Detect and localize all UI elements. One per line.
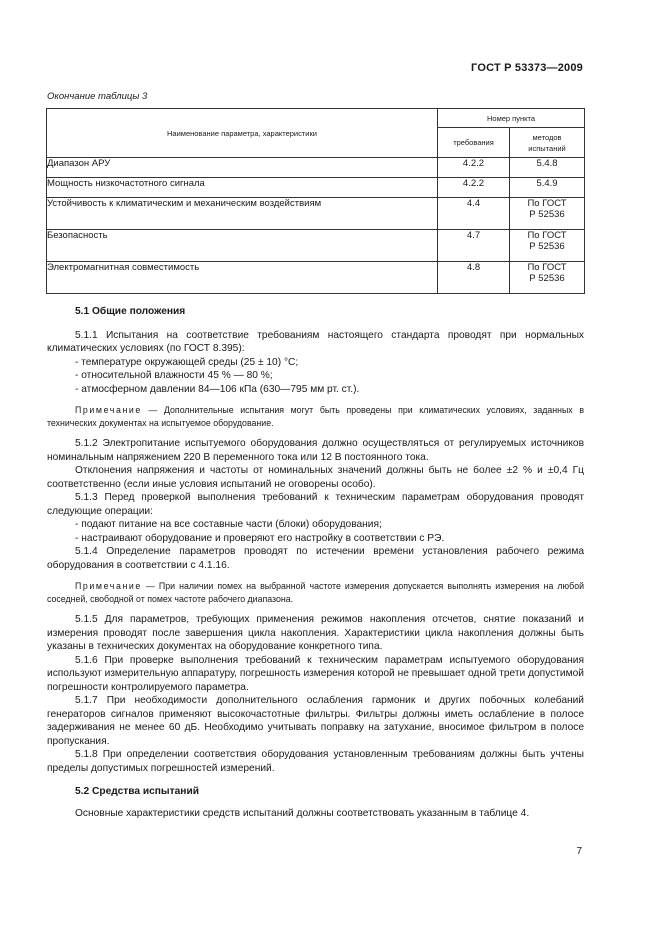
page-number: 7 [576, 846, 582, 857]
list-item: - относительной влажности 45 % — 80 %; [75, 370, 273, 381]
row-method-line1: По ГОСТ [527, 262, 567, 273]
note-label: Примечание [75, 581, 142, 591]
list-item: - подают питание на все составные части (блоки) оборудования; [75, 519, 382, 530]
column-header-requirement: требования [438, 128, 510, 158]
row-name: Диапазон АРУ [47, 158, 438, 178]
row-method-line2: Р 52536 [529, 273, 565, 284]
column-group-header: Номер пункта [438, 109, 585, 128]
row-method [510, 158, 585, 178]
paragraph-5-1-4: 5.1.4 Определение параметров проводят по истечении времени установления рабочего режима оборудования в соответствии с 4.1.16. [47, 546, 584, 571]
table-row [47, 230, 585, 262]
paragraph-5-1-7: 5.1.7 При необходимости дополнительного ослабления гармоник и других побочных колебаний генераторов сигналов применяют высокочастотные фильтры. Фильтры должны иметь ослабление в полосе задерживания не менее 60 дБ. Необходимо учитывать поправку на затухание, вносимое фильтром в полосе пропускания. [47, 695, 584, 747]
column-header-method: методов испытаний [510, 128, 585, 158]
note-text: — Дополнительные испытания могут быть проведены при климатических условиях, заданных в технических документах на испытуемое оборудование. [47, 405, 584, 428]
paragraph-5-1-3: 5.1.3 Перед проверкой выполнения требований к техническим параметрам оборудования проводят следующие операции: [47, 492, 584, 517]
paragraph-5-1-8: 5.1.8 При определении соответствия оборудования установленным требованиям должны быть учтены пределы допустимых погрешностей измерений. [47, 749, 584, 774]
paragraph-5-1-6: 5.1.6 При проверке выполнения требований к техническим параметрам испытуемого оборудования используют измерительную аппаратуру, погрешность измерения которой не превышает одной трети допустимой погрешности контролируемого параметра. [47, 654, 584, 693]
list-item: - температуре окружающей среды (25 ± 10) °С; [75, 356, 299, 368]
paragraph-5-1-1: 5.1.1 Испытания на соответствие требованиям настоящего стандарта проводят при нормальных климатических условиях (по ГОСТ 8.395): [47, 329, 584, 354]
row-requirement: 4.7 [438, 230, 510, 262]
row-method [510, 198, 585, 230]
section-title-5-1: 5.1 Общие положения [75, 306, 186, 317]
row-method [510, 230, 585, 262]
list-item: - атмосферном давлении 84—106 кПа (630—795 мм рт. ст.). [75, 383, 360, 395]
paragraph-5-2: Основные характеристики средств испытаний должны соответствовать указанным в таблице 4. [75, 807, 530, 819]
table-row [47, 262, 585, 294]
row-method-line1: По ГОСТ [527, 230, 567, 241]
row-method-line1: 5.4.9 [536, 178, 558, 189]
row-requirement: 4.8 [438, 262, 510, 294]
row-method-line1: 5.4.8 [536, 158, 558, 169]
list-item: - настраивают оборудование и проверяют его настройку в соответствии с РЭ. [75, 532, 445, 544]
note-1 [47, 404, 584, 429]
paragraph-5-1-5: 5.1.5 Для параметров, требующих применения режимов накопления отсчетов, снятие показаний и измерения проводят после завершения цикла накопления. Характеристики цикла накопления должны быть указаны в технических документах на оборудование конкретного типа. [47, 614, 584, 652]
note-text: — При наличии помех на выбранной частоте измерения допускается выполнять измерения на любой соседней, свободной от помех частоте рабочего диапазона. [47, 581, 584, 604]
row-name: Устойчивость к климатическим и механическим воздействиям [47, 198, 438, 230]
document-id: ГОСТ Р 53373—2009 [471, 62, 583, 74]
row-name: Мощность низкочастотного сигнала [47, 178, 438, 198]
paragraph-5-1-2-deviation: Отклонения напряжения и частоты от номинальных значений должны быть не более ±2 % и ±0,4 Гц соответственно (если иные условия испытаний не оговорены особо). [47, 465, 584, 490]
note-2 [47, 580, 584, 605]
column-header-name: Наименование параметра, характеристики [47, 109, 438, 158]
row-method-line1: По ГОСТ [527, 198, 567, 209]
row-method-line2: Р 52536 [529, 209, 565, 220]
row-name: Безопасность [47, 230, 438, 262]
note-label: Примечание [75, 405, 142, 415]
row-method-line2: Р 52536 [529, 241, 565, 252]
section-title-5-2: 5.2 Средства испытаний [75, 786, 199, 797]
row-requirement: 4.4 [438, 198, 510, 230]
table-caption: Окончание таблицы 3 [47, 91, 148, 102]
row-requirement: 4.2.2 [438, 158, 510, 178]
row-requirement: 4.2.2 [438, 178, 510, 198]
parameters-table [46, 108, 585, 294]
table-row [47, 198, 585, 230]
row-method [510, 262, 585, 294]
table-row [47, 158, 585, 178]
document-body [47, 305, 584, 820]
row-name: Электромагнитная совместимость [47, 262, 438, 294]
row-method [510, 178, 585, 198]
paragraph-5-1-2: 5.1.2 Электропитание испытуемого оборудования должно осуществляться от регулируемых источников номинальным напряжением 220 В переменного тока или 12 В постоянного тока. [47, 438, 584, 463]
table-row [47, 178, 585, 198]
